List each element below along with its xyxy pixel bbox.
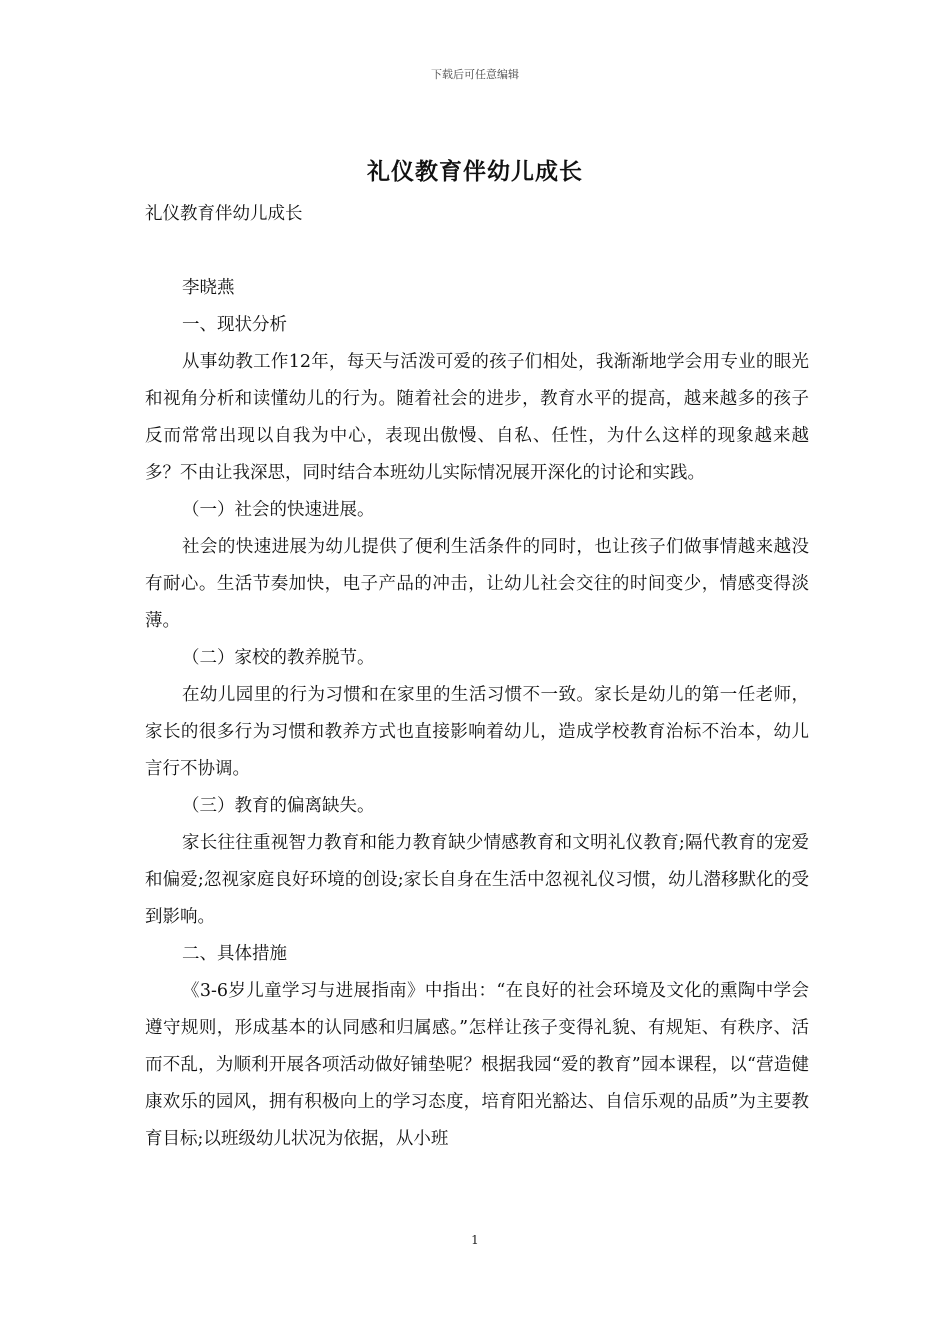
page-header-note: 下载后可任意编辑 (431, 68, 519, 81)
subsection-heading-1: （一）社会的快速进展。 (182, 500, 375, 520)
subsection-heading-2: （二）家校的教养脱节。 (182, 648, 375, 668)
body-paragraph: 在幼儿园里的行为习惯和在家里的生活习惯不一致。家长是幼儿的第一任老师，家长的很多行为习惯和教养方式也直接影响着幼儿，造成学校教育治标不治本，幼儿言行不协调。 (145, 685, 809, 779)
body-paragraph: 从事幼教工作12年，每天与活泼可爱的孩子们相处，我渐渐地学会用专业的眼光和视角分析和读懂幼儿的行为。随着社会的进步，教育水平的提高，越来越多的孩子反而常常出现以自我为中心，表现出傲慢、自私、任性，为什么这样的现象越来越多？不由让我深思，同时结合本班幼儿实际情况展开深化的讨论和实践。 (145, 352, 809, 483)
subsection-heading-3: （三）教育的偏离缺失。 (182, 796, 375, 816)
body-paragraph: 《3-6岁儿童学习与进展指南》中指出：“在良好的社会环境及文化的熏陶中学会遵守规则，形成基本的认同感和归属感。”怎样让孩子变得礼貌、有规矩、有秩序、活而不乱，为顺利开展各项活动做好铺垫呢？根据我园“爱的教育”园本课程，以“营造健康欢乐的园风，拥有积极向上的学习态度，培育阳光豁达、自信乐观的品质”为主要教育目标;以班级幼儿状况为依据，从小班 (145, 981, 809, 1149)
page-number: 1 (471, 1233, 479, 1247)
section-heading-2: 二、具体措施 (182, 944, 287, 964)
section-heading-1: 一、现状分析 (182, 315, 287, 335)
body-paragraph: 家长往往重视智力教育和能力教育缺少情感教育和文明礼仪教育;隔代教育的宠爱和偏爱;忽视家庭良好环境的创设;家长自身在生活中忽视礼仪习惯，幼儿潜移默化的受到影响。 (145, 833, 809, 927)
document-body (145, 196, 809, 1158)
subtitle-line: 礼仪教育伴幼儿成长 (145, 204, 303, 224)
document-title: 礼仪教育伴幼儿成长 (367, 158, 583, 185)
author-name: 李晓燕 (182, 278, 235, 298)
body-paragraph: 社会的快速进展为幼儿提供了便利生活条件的同时，也让孩子们做事情越来越没有耐心。生活节奏加快，电子产品的冲击，让幼儿社会交往的时间变少，情感变得淡薄。 (145, 537, 809, 631)
